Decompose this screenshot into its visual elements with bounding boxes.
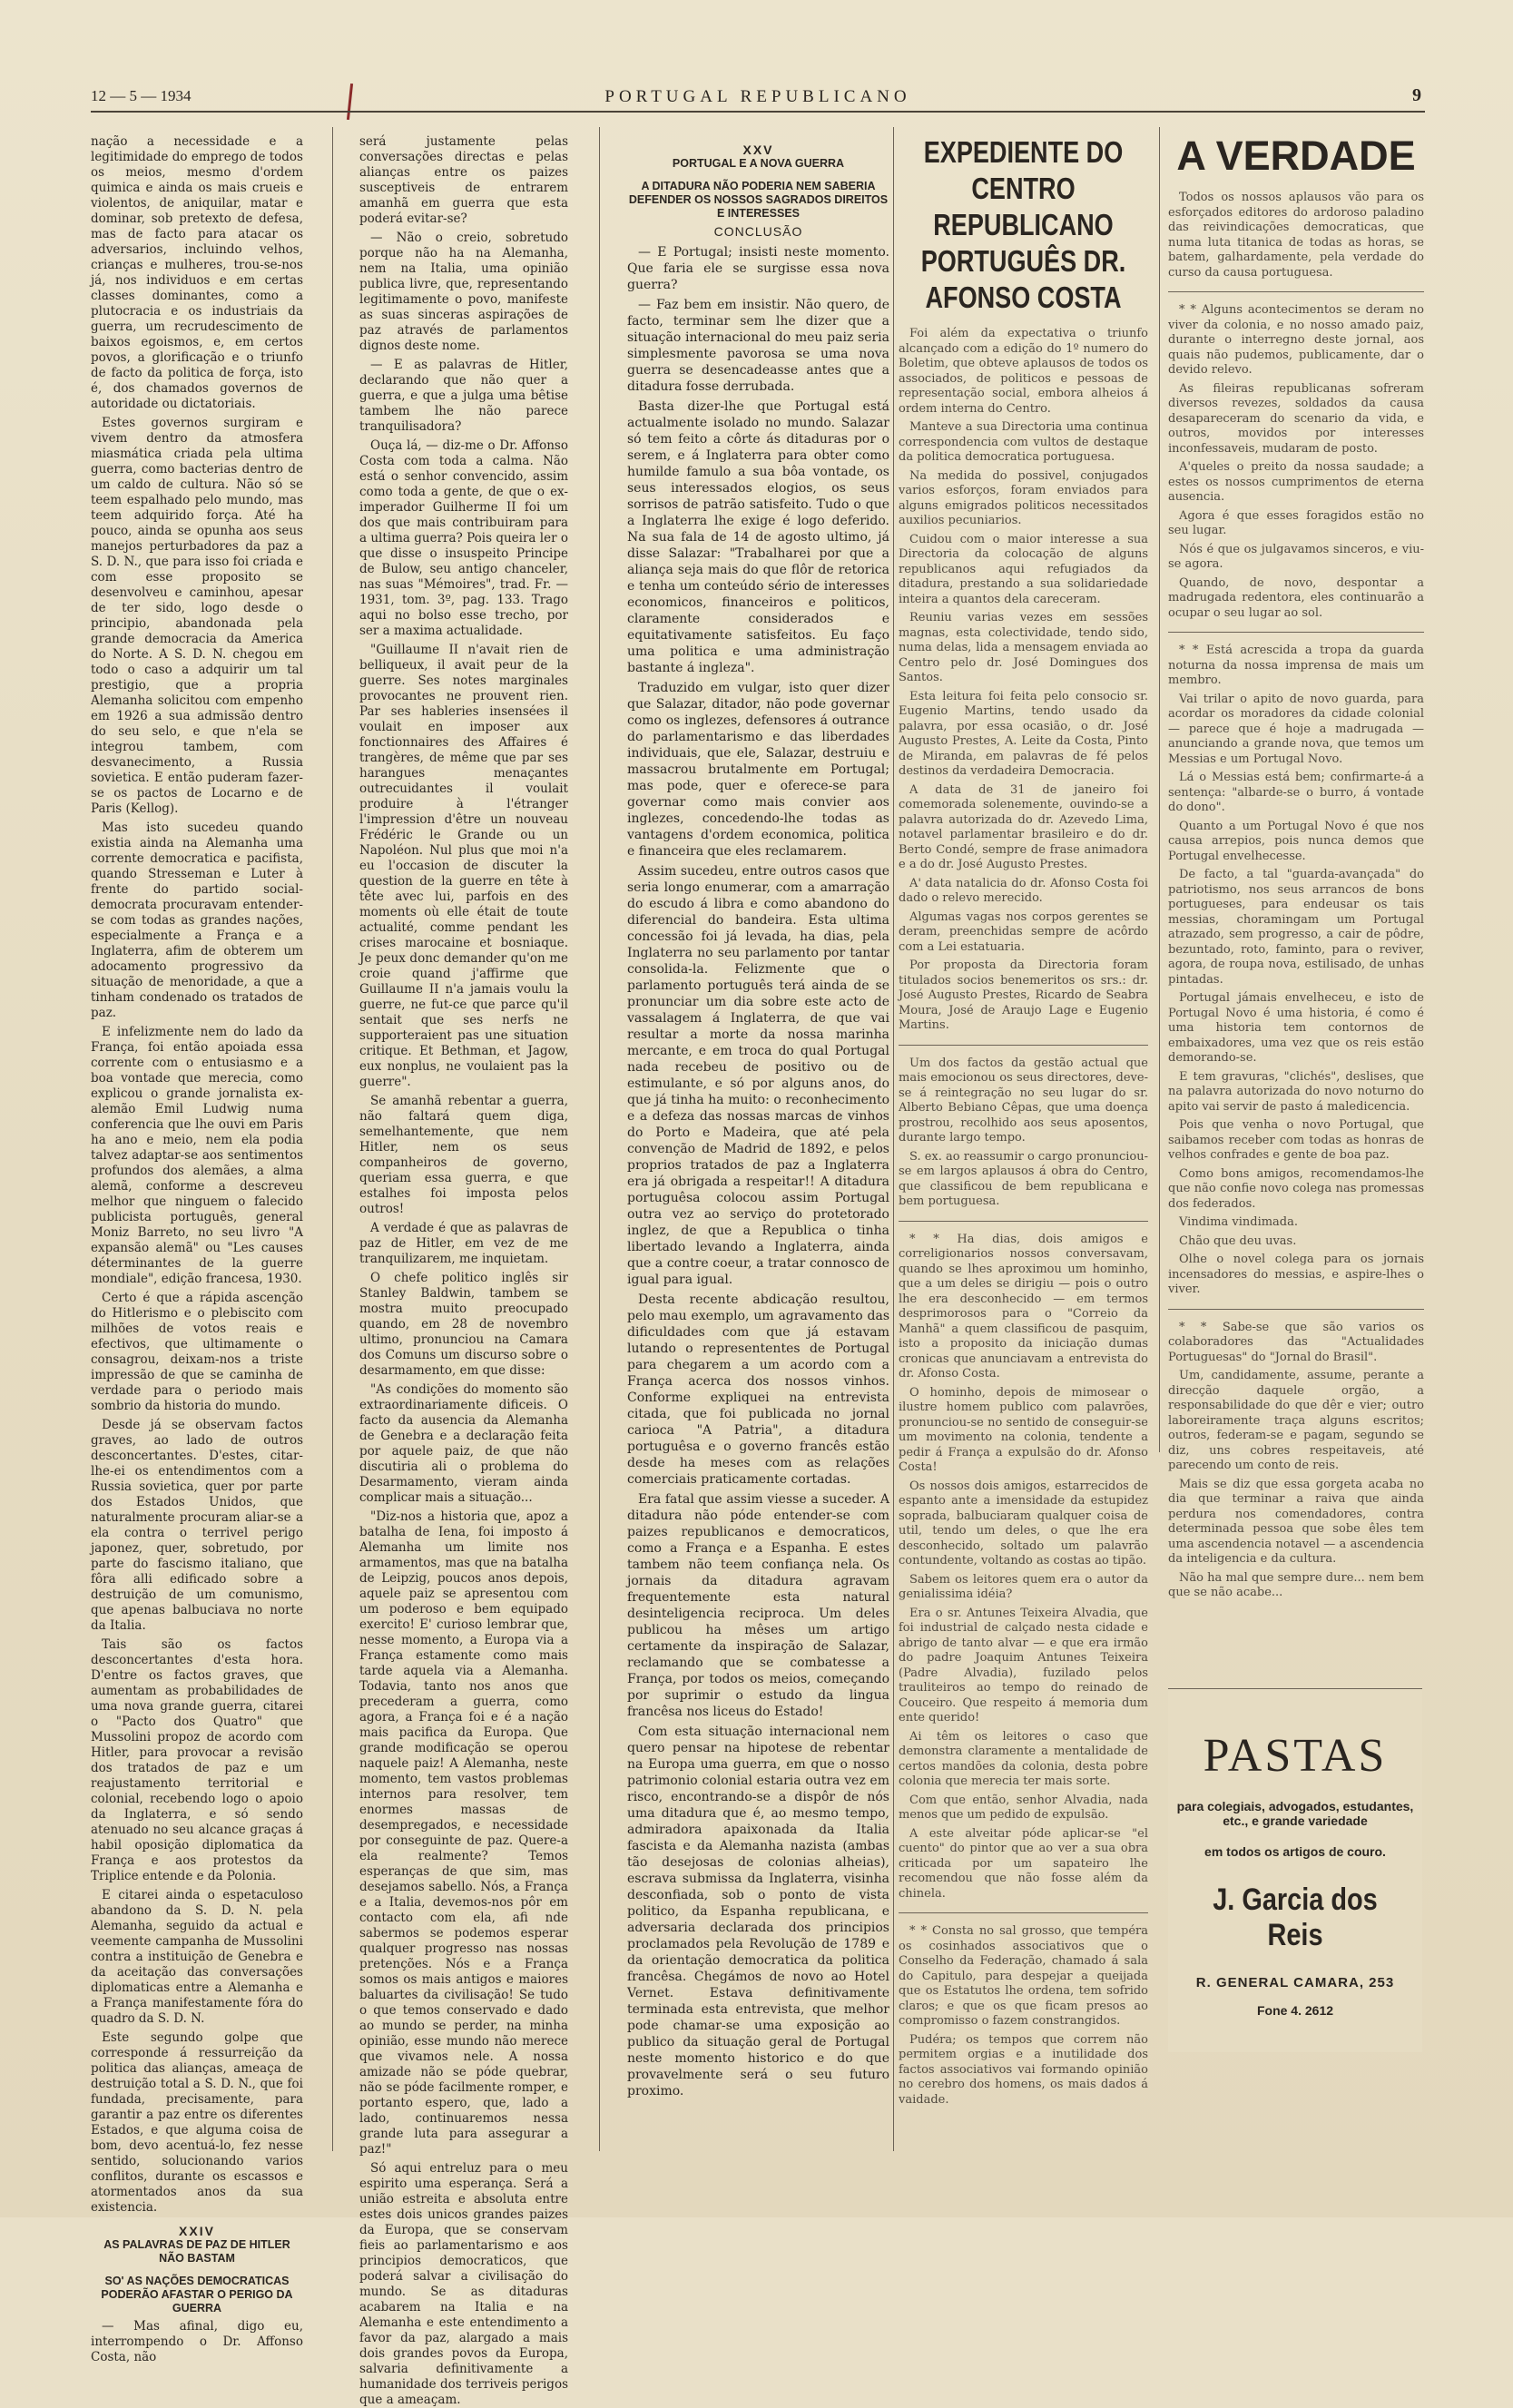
paragraph: — Mas afinal, digo eu, interrompendo o Dr. Affonso Costa, não xyxy=(91,2319,303,2364)
paragraph: Por proposta da Directoria foram titulados socios benemeritos os srs.: dr. José Augusto Prestes, Ricardo de Seabra Moura, José de Araujo Lage e Eugenio Martins. xyxy=(899,958,1148,1032)
paragraph: De facto, a tal "guarda-avançada" do patriotismo, nos seus arrancos de bons portugueses, para endeusar os tais messias, choramingam um Portugal atrazado, sem progresso, a cair de pôdre, bezuntado, roto, faminto, para o reviver, agora, de roupa nova, estilisado, de unhas pintadas. xyxy=(1168,868,1424,987)
paragraph: Cuidou com o maior interesse a sua Directoria da colocação de alguns republicanos aqui refugiados da ditadura, prestando a sua solidariedade inteira a quantos dela careceram. xyxy=(899,532,1148,606)
divider xyxy=(899,1912,1148,1913)
paragraph: Tais são os factos desconcertantes d'esta hora. D'entre os factos graves, que aumentam as probabilidades de uma nova grande guerra, citarei o "Pacto dos Quatro" que Mussolini propoz de acordo com Hitler, para provocar a revisão dos tratados de paz e um reajustamento territorial e colonial, recebendo logo o apoio da Inglaterra, e só sendo atenuado no seu alcance graças á habil oposição diplomatica da França e aos protestos da Triplice entende e da Polonia. xyxy=(91,1637,303,1883)
column-1 xyxy=(91,134,303,2364)
page-number: 9 xyxy=(1412,85,1421,105)
section-subtitle: SO' AS NAÇÕES DEMOCRATICAS PODERÃO AFASTAR O PERIGO DA GUERRA xyxy=(101,2275,293,2315)
section-heading xyxy=(627,143,889,171)
paragraph: O chefe politico inglês sir Stanley Baldwin, tambem se mostra muito preocupado quando, em 28 de novembro ultimo, pronunciou na Camara dos Comuns um discurso sobre o desarmamento, em que disse: xyxy=(359,1271,568,1378)
paragraph: nação a necessidade e a legitimidade do emprego de todos os meios, mesmo d'ordem quimica e ainda os mais crueis e violentos, de aniquilar, matar e dominar, sob pretexto de defesa, mas de facto para atacar os adversarios, incluindo velhos, crianças e mulheres, trou-se-nos já, nos individuos e em certas classes dominantes, como a plutocracia e os industriais da guerra, um recrudescimento de baixos egoismos, e, em certos povos, a glorificação e o triunfo de facto da politica de força, isto é, dos chamados governos de autoridade ou dictatoriais. xyxy=(91,134,303,411)
quote-paragraph: "Guillaume II n'avait rien de belliqueux, il avait peur de la guerre. Ses notes marginales provocantes ne prouvent rien. Par ses hableries insensées il voulait en imposer aux fonctionnaires des Affaires é trangères, de même que par ses harangues menaçantes outrecuidantes il voulait produire à l'étranger l'impression d'être un nouveau Frédéric le Grande ou un Napoléon. Nul plus que moi n'a eu l'occasion de discuter la question de la guerre en tête à tête avec lui, parfois en des moments où elle était de toute actualité, comme pendant les crises marocaine et bosniaque. Je peux donc demander qu'on me croie quand j'affirme que Guillaume II n'a jamais voulu la guerre, ne fut-ce que parce qu'il sentait que ses nerfs ne supporteraient pas une situation critique. Et Bethman, et Jagow, eux nonplus, ne voulaient pas la guerre". xyxy=(359,643,568,1089)
paragraph: E infelizmente nem do lado da França, foi então apoiada essa corrente com o entusiasmo e a boa vontade que merecia, como explicou o grande jornalista ex-alemão Emil Ludwig numa conferencia que lhe ouvi em Paris ha ano e meio, nem ela podia talvez adaptar-se aos sentimentos profundos dos alemães, a alma alemã, conforme a descreveu melhor que ninguem o falecido publicista português, general Moniz Barreto, no seu livro "A expansão alemã" ou "Les causes déterminantes de la guerre mondiale", edição francesa, 1930. xyxy=(91,1025,303,1286)
ad-address: R. GENERAL CAMARA, 253 xyxy=(1195,1975,1395,1990)
paragraph: A' data natalicia do dr. Afonso Costa foi dado o relevo merecido. xyxy=(899,876,1148,905)
paragraph: Chão que deu uvas. xyxy=(1179,1233,1297,1248)
divider xyxy=(899,1221,1148,1222)
paragraph: Um, candidamente, assume, perante a direcção daquele orgão, a responsabilidade do que dêr e vier; outro laboreiramente traça alguns escritos; outros, federam-se e pagam, segundo se diz, uns cobres respeitaveis, até parecendo um conto de reis. xyxy=(1168,1369,1424,1472)
paragraph: Desta recente abdicação resultou, pelo mau exemplo, um agravamento das dificuldades com que já estavam lutando o represententes de Portugal para chegarem a um acordo com a França acerca dos nossos vinhos. Conforme expliquei na entrevista citada, que foi publicada no jornal carioca "A Patria", a ditadura portuguêsa e o governo francês estão desde ha meses com as relações comerciais praticamente cortadas. xyxy=(627,1292,889,1487)
quote-paragraph: "As condições do momento são extraordinariamente dificeis. O facto da ausencia da Alemanha de Genebra e a declaração feita por aquele paiz, de que não discutiria ali o problema do Desarmamento, vieram ainda complicar mais a situação... xyxy=(359,1382,568,1505)
paragraph: Pois que venha o novo Portugal, que saibamos receber com todas as honras de velhos confrades e gente de boa paz. xyxy=(1168,1118,1424,1162)
column-3 xyxy=(627,134,889,2131)
paragraph: Quanto a um Portugal Novo é que nos causa arrepios, pois nunca demos que Portugal envelhecesse. xyxy=(1168,819,1424,863)
verdade-headline: A VERDADE xyxy=(1176,133,1416,179)
ad-phone: Fone 4. 2612 xyxy=(1256,2003,1334,2018)
expediente-headline: EXPEDIENTE DO CENTRO REPUBLICANO PORTUGUÊS DR. AFONSO COSTA xyxy=(920,135,1126,314)
ad-business-name: J. Garcia dos Reis xyxy=(1213,1882,1378,1952)
paragraph: Sabem os leitores quem era o autor da genialissima idéia? xyxy=(899,1572,1148,1601)
paragraph: * * Está acrescida a tropa da guarda noturna da nossa imprensa de mais um membro. xyxy=(1168,644,1424,687)
paragraph: Como bons amigos, recomendamos-lhe que não confie novo colega nas promessas dos federados. xyxy=(1168,1166,1424,1211)
paragraph: A'queles o preito da nossa saudade; a estes os nossos cumprimentos de eterna ausencia. xyxy=(1168,460,1424,504)
divider xyxy=(1168,632,1424,633)
section-heading xyxy=(91,2225,303,2265)
page-header xyxy=(91,87,1425,113)
paragraph: Manteve a sua Directoria uma continua correspondencia com vultos de destaque da politica democratica portuguesa. xyxy=(899,420,1148,464)
paragraph: Vindima vindimada. xyxy=(1179,1215,1299,1229)
paragraph: Desde já se observam factos graves, ao lado de outros desconcertantes. D'estes, citar-lhe-ei os entendimentos com a Russia sovietica, quer por parte dos Estados Unidos, que naturalmente procuram aliar-se a ela contra o terrivel perigo japonez, quer, sobretudo, por parte do fascismo italiano, que fôra alli edificado sobre a destruição de um comunismo, que apenas balbuciava no norte da Italia. xyxy=(91,1418,303,1633)
paragraph: A data de 31 de janeiro foi comemorada solenemente, ouvindo-se a palavra autorizada do dr. Azevedo Lima, notavel parlamentar brasileiro e do dr. Berto Condé, sempre de frase animadora e a do dr. José Augusto Prestes. xyxy=(899,782,1148,871)
paragraph: será justamente pelas conversações directas e pelas alianças entre os paizes susceptiveis de entrarem amanhã em guerra que esta poderá evitar-se? xyxy=(359,134,568,226)
divider xyxy=(899,1045,1148,1046)
paragraph: Reuniu varias vezes em sessões magnas, esta colectividade, tendo sido, numa delas, lida a mensagem enviada ao Centro pelo dr. José Domingues dos Santos. xyxy=(899,611,1148,684)
advertisement xyxy=(1168,1688,1422,2052)
paragraph: Um dos factos da gestão actual que mais emocionou os seus directores, deve-se á reintegração no seu lugar do sr. Alberto Bebiano Cêpas, que uma doença prostrou, recolhido aos seus aposentos, durante largo tempo. xyxy=(899,1056,1148,1145)
section-number: XXIV xyxy=(179,2224,215,2238)
paragraph: Lá o Messias está bem; confirmarte-á a sentença: "albarde-se o burro, á vontade do dono". xyxy=(1168,771,1424,814)
paragraph: — E Portugal; insisti neste momento. Que faria ele se surgisse essa nova guerra? xyxy=(627,245,889,292)
paragraph: Com esta situação internacional nem quero pensar na hipotese de rebentar na Europa uma guerra, em que o nosso patrimonio colonial estaria outra vez em risco, encontrando-se a dispôr de nós uma ditadura que é, ao mesmo tempo, admiradora apaixonada da Italia fascista e da Alemanha nazista (ambas tão desejosas de colonias alheias), escrava submissa da Inglaterra, visinha desconfiada, sob o ponto de vista politico, da Espanha republicana, e adversaria declarada dos principios proclamados pela Revolução de 1789 e da orientação democratica da politica francêsa. Chegámos de novo ao Hotel Vernet. Estava definitivamente terminada esta entrevista, que melhor pode chamar-se uma exposição ao publico da situação geral de Portugal neste momento historico e do que provavelmente será o seu futuro proximo. xyxy=(627,1725,889,2098)
paragraph: Algumas vagas nos corpos gerentes se deram, preenchidas sempre de acôrdo com a Lei estatuaria. xyxy=(899,909,1148,954)
paragraph: S. ex. ao reassumir o cargo pronunciou-se em largos aplausos á obra do Centro, que classificou de bem republicana e bem portuguesa. xyxy=(899,1149,1148,1208)
paragraph: As fileiras republicanas sofreram diversos revezes, soldados da causa desapareceram do scenario da vida, e outros, movidos por interesses inconfessaveis, mudaram de posto. xyxy=(1168,381,1424,456)
paragraph: Olhe o novel colega para os jornais incensadores do messias, e aspire-lhes o viver. xyxy=(1168,1253,1424,1296)
paragraph: O hominho, depois de mimosear o ilustre homem publico com palavrões, pronunciou-se no sentido de conseguir-se um movimento na colonia, tendente a pedir á França a expulsão do dr. Afonso Costa! xyxy=(899,1385,1148,1474)
paragraph: Era fatal que assim viesse a suceder. A ditadura não póde entender-se com paizes republicanos e democraticos, como a França e a Espanha. E estes tambem não teem confiança nela. Os jornais da ditadura agravam frequentemente esta natural desinteligencia reciproca. Um deles publicou ha mêses um artigo certamente da inspiração de Salazar, reclamando que se combatesse a França, por todos os meios, começando por suprimir o estudo da lingua francêsa nos liceus do Estado! xyxy=(627,1492,889,1719)
paragraph: Pudéra; os tempos que correm não permitem orgias e a inutilidade dos factos associativos vai formando opinião no cerebro dos homens, os mais dados á vaidade. xyxy=(899,2032,1148,2107)
section-subtitle: A DITADURA NÃO PODERIA NEM SABERIA DEFENDER OS NOSSOS SAGRADOS DIREITOS E INTERESSES xyxy=(628,180,889,220)
column-rule xyxy=(1159,127,1160,1452)
paragraph: Mas isto sucedeu quando existia ainda na Alemanha uma corrente democratica e pacifista, quando Stresseman e Luter à frente do partido social-democrata procuravam entender-se com todas as grandes nações, especialmente a França e a Inglaterra, afim de obterem um adocamento progressivo da situação de menoridade, a que a tinham condenado os tratados de paz. xyxy=(91,821,303,1020)
divider xyxy=(1168,1309,1424,1310)
paragraph: Nós é que os julgavamos sinceros, e viu-se agora. xyxy=(1168,542,1424,571)
paragraph: Foi além da expectativa o triunfo alcançado com a edição do 1º numero do Boletim, que obteve aplausos de todos os associados, de politicos e pessoas de representação social, embora alheios á ordem interna do Centro. xyxy=(899,327,1148,416)
column-rule xyxy=(893,127,894,2151)
ad-title: PASTAS xyxy=(1203,1730,1388,1782)
conclusion-label: CONCLUSÃO xyxy=(713,224,803,239)
paragraph: A este alveitar póde aplicar-se "el cuento" do pintor que ao ver a sua obra criticada por um sapateiro lhe recomendou que não fosse além da chinela. xyxy=(899,1826,1148,1901)
paragraph: * * Alguns acontecimentos se deram no viver da colonia, e no nosso amado paiz, durante o interregno deste jornal, aos quais não pudemos, publicamente, dar o devido relevo. xyxy=(1168,303,1424,377)
paragraph: E citarei ainda o espetaculoso abandono da S. D. N. pela Alemanha, seguido da actual e veemente campanha de Mussolini contra a instituição de Genebra e da aceitação das conversações diplomaticas entre a Alemanha e a França manifestamente fóra do quadro da S. D. N. xyxy=(91,1888,303,2026)
paragraph: Portugal jámais envelheceu, e isto de Portugal Novo é uma historia, é como é uma historia tem contornos de embaixadores, uma vez que os reis estão demorando-se. xyxy=(1168,991,1424,1065)
paragraph: — E as palavras de Hitler, declarando que não quer a guerra, e que a julga uma bêtise tambem lhe não parece tranquilisadora? xyxy=(359,358,568,434)
paragraph: Os nossos dois amigos, estarrecidos de espanto ante a imensidade da estupidez soprada, balbuciaram qualquer coisa de util, tendo um deles, o que lhe era desconhecido, soltado um palavrão contundente, voltando as costas ao tipão. xyxy=(899,1479,1148,1568)
paragraph: Certo é que a rápida ascenção do Hitlerismo e o plebiscito com milhões de votos reais e efectivos, que ultimamente o consagrou, deixam-nos a triste impressão de que se caminha de verdade para o periodo mais sombrio da historia do mundo. xyxy=(91,1291,303,1413)
paragraph: Agora é que esses foragidos estão no seu lugar. xyxy=(1168,508,1424,537)
paragraph: Na medida do possivel, conjugados varios esforços, foram enviados para alguns emigrados politicos necessitados auxilios pecuniarios. xyxy=(899,468,1148,527)
paragraph: Só aqui entreluz para o meu espirito uma esperança. Será a união estreita e absoluta entre estes dois unicos grandes paizes da Europa, que se conservam fieis ao parlamentarismo e aos principios democraticos, que poderá salvar a civilisação do mundo. Se as ditaduras acabarem na Italia e na Alemanha e este entendimento a favor da paz, alargado a mais dois grandes povos da Europa, salvaria definitivamente a humanidade dos terriveis perigos que a ameaçam. xyxy=(359,2161,568,2407)
section-title: AS PALAVRAS DE PAZ DE HITLER NÃO BASTAM xyxy=(103,2238,290,2265)
paragraph: Se amanhã rebentar a guerra, não faltará quem diga, semelhantemente, que nem Hitler, nem os seus companheiros de governo, queriam essa guerra, e que estalhes foi imposta pelos outros! xyxy=(359,1094,568,1216)
section-number: XXV xyxy=(742,143,774,157)
newspaper-title: PORTUGAL REPUBLICANO xyxy=(604,87,911,106)
column-2 xyxy=(359,134,568,2407)
section-title: PORTUGAL E A NOVA GUERRA xyxy=(672,157,845,170)
paragraph: Era o sr. Antunes Teixeira Alvadia, que foi industrial de calçado nesta cidade e abrigo de tanto alvar — e que era irmão do padre Joaquim Antunes Teixeira (Padre Alvadia), fuzilado pelos trauliteiros ao tempo do reinado de Couceiro. Que respeito á memoria dum ente querido! xyxy=(899,1606,1148,1725)
paragraph: A verdade é que as palavras de paz de Hitler, em vez de me tranquilizarem, me inquietam. xyxy=(359,1221,568,1266)
paragraph: Estes governos surgiram e vivem dentro da atmosfera miasmática criada pela ultima guerra, como bacterias dentro de um caldo de cultura. Não só se teem espalhado pelo mundo, mas teem adquirido força. Até ha pouco, ainda se opunha aos seus manejos perturbadores da paz a S. D. N., que para isso foi criada e com esse proposito se desenvolveu e caminhou, apesar de ter sido, logo desde o principio, abandonada pela grande democracia da America do Norte. A S. D. N. chegou em todo o caso a adquirir um tal prestigio, que a propria Alemanha solicitou com empenho em 1926 a sua admissão dentro do seu selo, e que n'ela se integrou tambem, com desvanecimento, a Russia sovietica. E então puderam fazer-se os pactos de Locarno e de Paris (Kellog). xyxy=(91,416,303,816)
quote-paragraph: "Diz-nos a historia que, apoz a batalha de Iena, foi imposto á Alemanha um limite nos armamentos, mas que na batalha de Leipzig, poucos anos depois, aquele paiz se apresentou com um poderoso e bem equipado exercito! E' curioso lembrar que, nesse momento, a Europa via a França estamente como mais tarde aquela via a Alemanha. Todavia, tanto nos anos que precederam a guerra, como agora, a França foi e é a nação mais pacifica da Europa. Que grande modificação se operou naquele paiz! A Alemanha, neste momento, tem vastos problemas internos para resolver, tem enormes massas de desempregados, e necessidade por conseguinte de paz. Quere-a ela realmente? Temos esperanças de que sim, mas desejamos sabello. Nós, a França e a Italia, devemos-nos pôr em contacto com ela, afi nde sabermos se podemos esperar qualquer progresso nas nossas pretenções. Nós e a França somos os mais antigos e maiores baluartes da civilisação! Se tudo o que temos conservado e dado ao mundo se perder, na minha opinião, esse mundo não merece que vivamos nele. A nossa amizade não se póde quebrar, não se póde facilmente romper, e portanto espero, que, lado a lado, continuaremos nessa grande luta para assegurar a paz!" xyxy=(359,1509,568,2157)
paragraph: Basta dizer-lhe que Portugal está actualmente isolado no mundo. Salazar só tem feito a côrte ás ditaduras por o serem, e á Inglaterra para obter como humilde famulo a sua bôa vontade, os seus interessados elogios, os seus sorrisos de patrão satisfeito. Tudo o que a Inglaterra lhe exige é logo deferido. Na sua fala de 14 de agosto ultimo, já disse Salazar: "Trabalharei por que a aliança seja mais do que flôr de retorica e tenha um conteúdo sério de interesses economicos, financeiros e politicos, claramente considerados e equitativamente satisfeitos. Eu faço uma politica e uma administração bastante á ingleza". xyxy=(627,399,889,675)
ad-line: para colegiais, advogados, estudantes, etc., e grande variedade xyxy=(1176,1799,1414,1828)
paragraph: E tem gravuras, "clichés", deslises, que na palavra autorizada do novo noturno do apito vai servir de pasto á maledicencia. xyxy=(1168,1069,1424,1114)
paragraph: Esta leitura foi feita pelo consocio sr. Eugenio Martins, tendo usado da palavra, por essa ocasião, o dr. José Augusto Prestes, A. Leite da Costa, Pinto de Miranda, em palavras de fé pelos destinos da verdadeira Democracia. xyxy=(899,689,1148,778)
column-4 xyxy=(899,134,1148,2131)
column-rule xyxy=(599,127,600,2151)
paragraph: Todos os nossos aplausos vão para os esforçados editores do ardoroso paladino das reivindicações democraticas, que numa luta titanica de todas as horas, se batem, galhardamente, pela verdade do curso da causa portuguesa. xyxy=(1168,191,1424,280)
paragraph: * * Sabe-se que são varios os colaboradores das "Actualidades Portuguesas" do "Jornal do Brasil". xyxy=(1168,1320,1424,1364)
paragraph: Ai têm os leitores o caso que demonstra claramente a mentalidade de certos mandões da colonia, desta pobre colonia que merecia ter mais sorte. xyxy=(899,1729,1148,1788)
paragraph: Assim sucedeu, entre outros casos que seria longo enumerar, com a amarração do escudo á libra e como abandono do diferencial do bandeira. Esta ultima concessão foi já levada, ha dias, pela Inglaterra no seu parlamento por tantar consolida-la. Felizmente que o parlamento português terá ainda de se pronunciar um dia sobre este acto de vassalagem á Inglaterra, de que vai resultar a morte da nossa marinha mercante, e em troca do qual Portugal nada recebeu de positivo ou de estimulante, e só por alguns anos, do que já tinha ha muito: o reconhecimento e a defeza das nossas marcas de vinhos do Porto e Madeira, que até pela convenção de Madrid de 1892, e pelos proprios tratados de paz a Inglaterra era já obrigada a respeitar!! A ditadura portuguêsa colocou assim Portugal outra vez ao serviço do protetorado inglez, de que a Republica o tinha libertado levando a Inglaterra, ainda que a contre coeur, a tratar connosco de igual para igual. xyxy=(627,864,889,1287)
paragraph: Mais se diz que essa gorgeta acaba no dia que terminar a raiva que ainda perdura nos comendadores, contra determinada pessoa que sobe êles tem uma ascendencia notavel — a ascendencia da inteligencia e da cultura. xyxy=(1168,1477,1424,1566)
paragraph: * * Consta no sal grosso, que tempéra os cosinhados associativos que o Conselho da Federação, chamado á sala do Capitulo, para despejar a queijada que os Estatutos lhe ordena, tem sofrido claros; e que os que ficam presos ao compromisso o fazem constrangidos. xyxy=(899,1924,1148,2028)
paragraph: Traduzido em vulgar, isto quer dizer que Salazar, ditador, não pode governar como os inglezes, defensores á outrance do parlamentarismo e das liberdades individuais, que ele, Salazar, destruiu e massacrou brutalmente em Portugal; mas pode, quer e oferece-se para governar como mais convier aos inglezes, concedendo-lhe todas as vantagens d'ordem economica, politica e financeira que eles reclamarem. xyxy=(627,681,889,859)
paragraph: — Faz bem em insistir. Não quero, de facto, terminar sem lhe dizer que a situação internacional do meu paiz seria simplesmente pavorosa se uma nova guerra se desencadeasse antes que a ditadura fosse derrubada. xyxy=(627,298,889,394)
paragraph: * * Ha dias, dois amigos e correligionarios nossos conversavam, quando se lhes aproximou um hominho, que a um deles se dirigiu — pois o outro lhe era desconhecido — em termos desprimorosos para o "Correio da Manhã" a quem classificou de pasquim, isto a proposito da iniciação dumas cronicas que anunciavam a entrevista do dr. Afonso Costa. xyxy=(899,1232,1148,1381)
paragraph: — Não o creio, sobretudo porque não ha na Alemanha, nem na Italia, uma opinião publica livre, que, representando legitimamente o povo, manifeste as suas sinceras aspirações de paz através de parlamentos dignos deste nome. xyxy=(359,231,568,353)
paragraph: Vai trilar o apito de novo guarda, para acordar os moradores da cidade colonial — parece que é hoje a madrugada — anunciando a grande nova, que temos um Messias e um Portugal Novo. xyxy=(1168,692,1424,766)
paragraph: Ouça lá, — diz-me o Dr. Affonso Costa com toda a calma. Não está o senhor convencido, assim como toda a gente, de que o ex-imperador Guilherme II foi um dos que mais contribuiram para a ultima guerra? Pois queira ler o que disse o insuspeito Principe de Bulow, seu antigo chanceler, nas suas "Mémoires", trad. Fr. — 1931, tom. 3º, pag. 133. Trago aqui no bolso esse trecho, por ser a maxima actualidade. xyxy=(359,438,568,638)
paragraph: Este segundo golpe que corresponde á ressurreição da politica das alianças, ameaça de destruição total a S. D. N., que foi fundada, precisamente, para garantir a paz entre os diferentes Estados, e que alguma coisa de bom, devo acentuá-lo, fez nesse sentido, solucionando varios conflitos, durante os escassos e atormentados anos da sua existencia. xyxy=(91,2030,303,2215)
paragraph: Com que então, senhor Alvadia, nada menos que um pedido de expulsão. xyxy=(899,1793,1148,1822)
paragraph: Quando, de novo, despontar a madrugada redentora, eles continuarão a ocupar o seu lugar ao sol. xyxy=(1168,575,1424,620)
ad-line: em todos os artigos de couro. xyxy=(1204,1844,1386,1859)
column-rule xyxy=(332,127,333,2151)
issue-date: 12 — 5 — 1934 xyxy=(91,87,192,104)
divider xyxy=(1168,291,1424,292)
paragraph: Não ha mal que sempre dure... nem bem que se não acabe... xyxy=(1168,1570,1424,1599)
